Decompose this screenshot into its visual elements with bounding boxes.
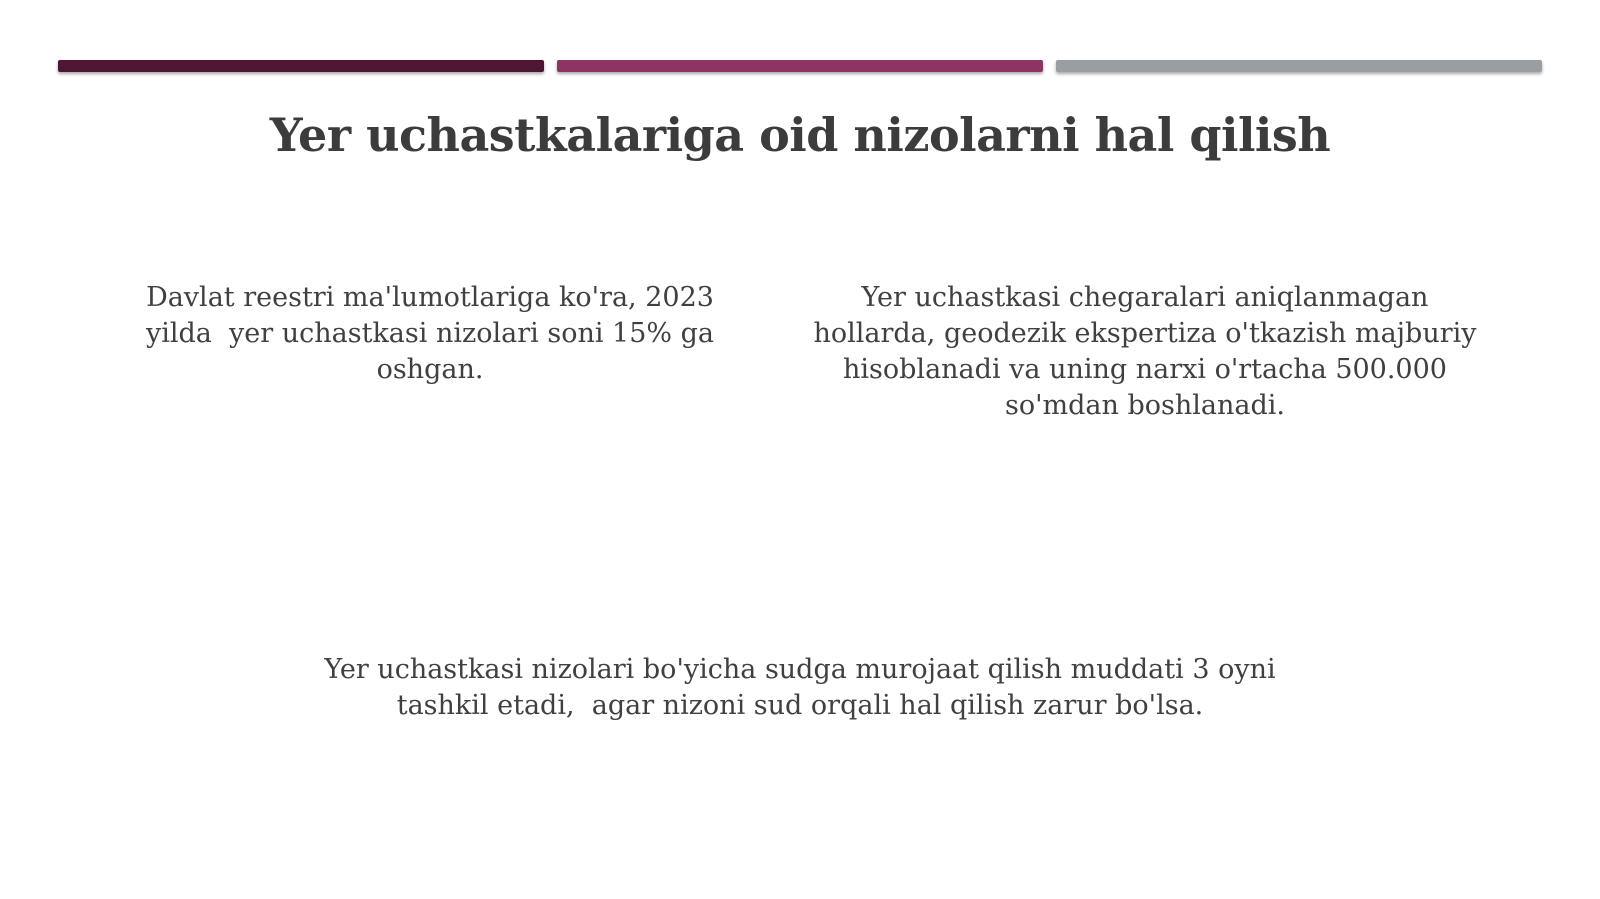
text-block-bottom (270, 652, 1330, 724)
text-line: yilda yer uchastkasi nizolari soni 15% ga (145, 318, 715, 349)
header-bar-dark-purple (58, 60, 544, 72)
text-line: hollarda, geodezik ekspertiza o'tkazish majburiy (813, 318, 1477, 349)
header-bar-gray (1056, 60, 1542, 72)
text-block-right (780, 280, 1510, 424)
text-line: Yer uchastkasi nizolari bo'yicha sudga murojaat qilish muddati 3 oyni (324, 654, 1276, 685)
text-line: oshgan. (376, 354, 484, 385)
text-line: hisoblanadi va uning narxi o'rtacha 500.000 (843, 354, 1447, 385)
text-line: so'mdan boshlanadi. (1005, 390, 1285, 421)
text-line: tashkil etadi, agar nizoni sud orqali hal qilish zarur bo'lsa. (396, 690, 1204, 721)
text-line: Yer uchastkasi chegaralari aniqlanmagan (861, 282, 1429, 313)
text-block-left (110, 280, 750, 388)
header-bar-magenta (557, 60, 1043, 72)
text-line: Davlat reestri ma'lumotlariga ko'ra, 2023 (146, 282, 714, 313)
slide-title: Yer uchastkalariga oid nizolarni hal qilish (269, 108, 1331, 162)
decorative-header-bars (58, 60, 1542, 74)
